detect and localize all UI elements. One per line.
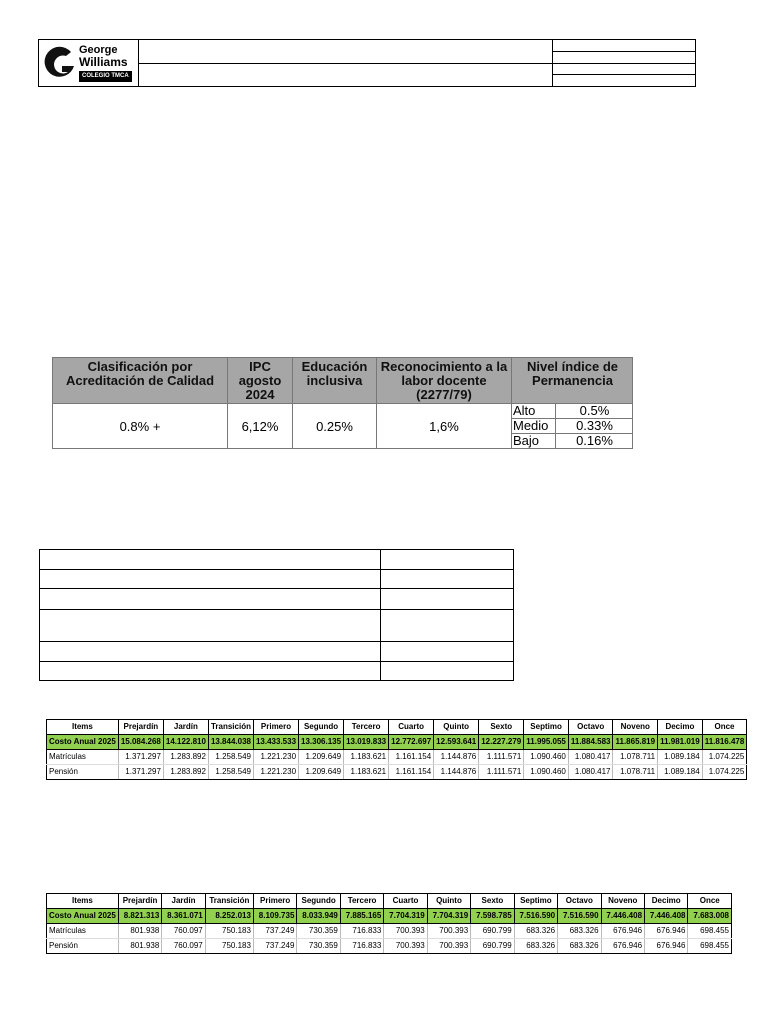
criteria-header: Nivel índice de Permanencia bbox=[526, 359, 619, 388]
table-cell: 1.080.417 bbox=[568, 765, 613, 780]
table-cell: 15.084.268 bbox=[118, 735, 163, 750]
table-cell: 1.111.571 bbox=[479, 765, 524, 780]
table-cell: 11.884.583 bbox=[568, 735, 613, 750]
column-header: Once bbox=[702, 720, 747, 735]
table-cell: 7.446.408 bbox=[601, 909, 644, 924]
table-cell: 730.359 bbox=[297, 939, 340, 954]
table-cell: 698.455 bbox=[688, 939, 732, 954]
table-row bbox=[47, 750, 747, 765]
column-header: Segundo bbox=[299, 720, 344, 735]
table-row bbox=[47, 735, 747, 750]
nivel-row-bajo bbox=[512, 433, 633, 448]
cost-table-1 bbox=[46, 719, 747, 780]
table-cell: 716.833 bbox=[340, 924, 383, 939]
table-cell: 13.433.533 bbox=[253, 735, 298, 750]
table-cell: 1.144.876 bbox=[434, 750, 479, 765]
logo-name-first: George bbox=[79, 44, 118, 56]
table-cell: 7.885.165 bbox=[340, 909, 383, 924]
criteria-header: Clasificación por Acreditación de Calidad bbox=[65, 359, 215, 388]
nivel-label: Alto bbox=[513, 403, 536, 418]
table-cell: 1.283.892 bbox=[163, 765, 208, 780]
criteria-value: 6,12% bbox=[241, 419, 279, 434]
criteria-col-ipc bbox=[228, 358, 293, 448]
table-cell: 13.844.038 bbox=[208, 735, 253, 750]
column-header: Octavo bbox=[568, 720, 613, 735]
column-header: Quinto bbox=[434, 720, 479, 735]
column-header: Jardín bbox=[163, 720, 208, 735]
table-cell: 1.078.711 bbox=[613, 765, 658, 780]
criteria-table bbox=[52, 357, 633, 449]
cost-table-2 bbox=[46, 893, 732, 954]
column-header: Octavo bbox=[558, 894, 601, 909]
table-cell: 12.772.697 bbox=[389, 735, 434, 750]
table-cell: 7.704.319 bbox=[427, 909, 470, 924]
row-label: Costo Anual 2025 bbox=[47, 909, 119, 924]
table-cell: 676.946 bbox=[645, 939, 688, 954]
table-cell: 8.252.013 bbox=[205, 909, 253, 924]
criteria-col-permanencia bbox=[512, 358, 633, 448]
table-cell: 7.516.590 bbox=[514, 909, 557, 924]
table-cell: 1.258.549 bbox=[208, 765, 253, 780]
table-cell: 14.122.810 bbox=[163, 735, 208, 750]
table-cell: 11.981.019 bbox=[658, 735, 703, 750]
column-header: Transición bbox=[205, 894, 253, 909]
nivel-label: Bajo bbox=[513, 433, 540, 448]
criteria-header: Educación inclusiva bbox=[301, 359, 368, 388]
row-label: Matrículas bbox=[47, 750, 119, 765]
form-row-divider bbox=[40, 569, 513, 570]
table-cell: 13.019.833 bbox=[344, 735, 389, 750]
table-cell: 1.090.460 bbox=[524, 750, 569, 765]
table-cell: 683.326 bbox=[558, 939, 601, 954]
table-row bbox=[47, 765, 747, 780]
column-header: Prejardín bbox=[118, 894, 161, 909]
table-cell: 690.799 bbox=[471, 939, 514, 954]
table-header-row bbox=[47, 894, 732, 909]
table-cell: 750.183 bbox=[205, 924, 253, 939]
table-cell: 1.283.892 bbox=[163, 750, 208, 765]
column-header: Prejardín bbox=[118, 720, 163, 735]
table-cell: 698.455 bbox=[688, 924, 732, 939]
table-cell: 1.209.649 bbox=[299, 750, 344, 765]
table-cell: 12.227.279 bbox=[479, 735, 524, 750]
table-cell: 7.516.590 bbox=[558, 909, 601, 924]
row-label: Matrículas bbox=[47, 924, 119, 939]
table-cell: 676.946 bbox=[601, 939, 644, 954]
column-header: Transición bbox=[208, 720, 253, 735]
table-cell: 8.361.071 bbox=[162, 909, 205, 924]
criteria-col-calidad bbox=[53, 358, 228, 448]
table-cell: 700.393 bbox=[427, 939, 470, 954]
table-cell: 7.704.319 bbox=[384, 909, 427, 924]
logo-cell bbox=[39, 40, 139, 86]
nivel-value: 0.5% bbox=[579, 403, 610, 418]
column-header: Items bbox=[47, 894, 119, 909]
table-cell: 12.593.641 bbox=[434, 735, 479, 750]
header-right-divider bbox=[553, 51, 695, 52]
table-cell: 1.089.184 bbox=[658, 765, 703, 780]
header-right-divider bbox=[553, 74, 695, 75]
form-row-divider bbox=[40, 641, 513, 642]
table-cell: 683.326 bbox=[514, 939, 557, 954]
table-cell: 760.097 bbox=[162, 924, 205, 939]
column-header: Septimo bbox=[524, 720, 569, 735]
table-cell: 737.249 bbox=[253, 924, 296, 939]
table-cell: 700.393 bbox=[384, 939, 427, 954]
column-header: Cuarto bbox=[389, 720, 434, 735]
table-cell: 690.799 bbox=[471, 924, 514, 939]
table-cell: 1.221.230 bbox=[253, 750, 298, 765]
nivel-value: 0.16% bbox=[576, 433, 613, 448]
column-header: Jardín bbox=[162, 894, 205, 909]
table-cell: 737.249 bbox=[253, 939, 296, 954]
header-right-divider bbox=[553, 63, 695, 64]
logo-subtitle: COLEGIO TMCA bbox=[79, 71, 132, 82]
row-label: Costo Anual 2025 bbox=[47, 735, 119, 750]
table-cell: 13.306.135 bbox=[299, 735, 344, 750]
table-cell: 1.144.876 bbox=[434, 765, 479, 780]
column-header: Septimo bbox=[514, 894, 557, 909]
column-header: Cuarto bbox=[384, 894, 427, 909]
table-cell: 1.183.621 bbox=[344, 765, 389, 780]
table-cell: 1.074.225 bbox=[702, 750, 747, 765]
criteria-value: 1,6% bbox=[429, 419, 459, 434]
table-cell: 676.946 bbox=[645, 924, 688, 939]
form-row-divider bbox=[40, 588, 513, 589]
column-header: Sexto bbox=[471, 894, 514, 909]
table-cell: 7.598.785 bbox=[471, 909, 514, 924]
column-header: Segundo bbox=[297, 894, 340, 909]
table-cell: 676.946 bbox=[601, 924, 644, 939]
nivel-row-alto bbox=[512, 403, 633, 418]
column-header: Decimo bbox=[658, 720, 703, 735]
row-label: Pensión bbox=[47, 939, 119, 954]
table-cell: 716.833 bbox=[340, 939, 383, 954]
table-cell: 1.074.225 bbox=[702, 765, 747, 780]
criteria-value: 0.25% bbox=[316, 419, 353, 434]
table-cell: 1.090.460 bbox=[524, 765, 569, 780]
table-cell: 700.393 bbox=[427, 924, 470, 939]
column-header: Tercero bbox=[344, 720, 389, 735]
criteria-value: 0.8% + bbox=[119, 419, 161, 434]
table-cell: 1.221.230 bbox=[253, 765, 298, 780]
table-cell: 730.359 bbox=[297, 924, 340, 939]
table-header-row bbox=[47, 720, 747, 735]
table-cell: 1.078.711 bbox=[613, 750, 658, 765]
nivel-value: 0.33% bbox=[576, 418, 613, 433]
column-header: Items bbox=[47, 720, 119, 735]
table-cell: 11.816.478 bbox=[702, 735, 747, 750]
nivel-row-medio bbox=[512, 418, 633, 433]
table-cell: 750.183 bbox=[205, 939, 253, 954]
criteria-col-inclusiva bbox=[293, 358, 377, 448]
column-header: Quinto bbox=[427, 894, 470, 909]
column-header: Noveno bbox=[601, 894, 644, 909]
table-cell: 1.183.621 bbox=[344, 750, 389, 765]
document-header bbox=[38, 39, 696, 87]
table-cell: 7.446.408 bbox=[645, 909, 688, 924]
column-header: Once bbox=[688, 894, 732, 909]
column-header: Decimo bbox=[645, 894, 688, 909]
table-cell: 683.326 bbox=[514, 924, 557, 939]
row-label: Pensión bbox=[47, 765, 119, 780]
table-row bbox=[47, 909, 732, 924]
logo-g-icon bbox=[41, 44, 79, 82]
table-cell: 11.865.819 bbox=[613, 735, 658, 750]
logo-name-last: Williams bbox=[79, 55, 128, 69]
table-cell: 801.938 bbox=[118, 924, 161, 939]
column-header: Noveno bbox=[613, 720, 658, 735]
header-title-cell bbox=[139, 40, 553, 86]
blank-form-table bbox=[39, 549, 514, 681]
column-header: Primero bbox=[253, 894, 296, 909]
criteria-col-reconocimiento bbox=[377, 358, 512, 448]
table-cell: 1.161.154 bbox=[389, 765, 434, 780]
table-cell: 1.089.184 bbox=[658, 750, 703, 765]
header-divider bbox=[139, 63, 553, 64]
table-row bbox=[47, 939, 732, 954]
table-cell: 1.111.571 bbox=[479, 750, 524, 765]
table-cell: 1.209.649 bbox=[299, 765, 344, 780]
table-cell: 700.393 bbox=[384, 924, 427, 939]
table-cell: 1.080.417 bbox=[568, 750, 613, 765]
table-cell: 801.938 bbox=[118, 939, 161, 954]
column-header: Sexto bbox=[479, 720, 524, 735]
table-cell: 8.821.313 bbox=[118, 909, 161, 924]
table-cell: 1.371.297 bbox=[118, 765, 163, 780]
table-row bbox=[47, 924, 732, 939]
form-row-divider bbox=[40, 609, 513, 610]
nivel-label: Medio bbox=[513, 418, 549, 433]
table-cell: 683.326 bbox=[558, 924, 601, 939]
table-cell: 8.109.735 bbox=[253, 909, 296, 924]
column-header: Primero bbox=[253, 720, 298, 735]
table-cell: 8.033.949 bbox=[297, 909, 340, 924]
table-cell: 760.097 bbox=[162, 939, 205, 954]
table-cell: 7.683.008 bbox=[688, 909, 732, 924]
criteria-header: IPC agosto 2024 bbox=[238, 359, 282, 402]
form-row-divider bbox=[40, 661, 513, 662]
table-cell: 1.161.154 bbox=[389, 750, 434, 765]
table-cell: 11.995.055 bbox=[524, 735, 569, 750]
table-cell: 1.371.297 bbox=[118, 750, 163, 765]
criteria-header: Reconocimiento a la labor docente (2277/79) bbox=[380, 359, 508, 402]
column-header: Tercero bbox=[340, 894, 383, 909]
table-cell: 1.258.549 bbox=[208, 750, 253, 765]
